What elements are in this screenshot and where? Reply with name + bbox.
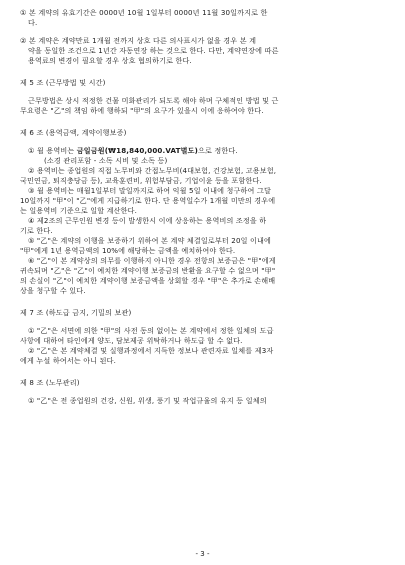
fee-amount: 금일금원(₩18,840,000.VAT별도) <box>76 146 198 155</box>
text-line: 는 일용역비 기준으로 일할 계산한다. <box>20 206 138 215</box>
text-line: ② "乙"은 본 계약체결 및 실행과정에서 지득한 정보나 관련자료 일체를 제3자 <box>28 346 274 355</box>
text-line: ① 본 계약의 유효기간은 0000년 10월 1일부터 0000년 11월 30일까지로 한 <box>20 8 268 17</box>
section-heading-5: 제 5 조 (근무방법 및 시간) <box>20 78 106 87</box>
text-line: ③ 월 용역비는 매월1일부터 말일까지로 하여 익월 5일 이내에 청구하여 그달 <box>28 186 271 195</box>
section-heading-6: 제 6 조 (용역금액, 계약이행보증) <box>20 128 127 137</box>
text-line: 10일까지 "甲"이 "乙"에게 지급하기로 한다. 단 용역일수가 1개월 미만의 경우에 <box>20 196 276 205</box>
text-line: 귀속되며 "乙"은 "乙"이 예치한 계약이행 보증금의 반환을 요구할 수 없으며 "甲" <box>20 266 276 275</box>
text-line: 용역료의 변경이 필요할 경우 상호 협의하기로 한다. <box>28 56 192 65</box>
text-fragment: ① 월 용역비는 <box>28 146 77 155</box>
text-line: ② 용역비는 종업원의 직접 노무비와 간접노무비(4대보험, 건강보험, 고용보험, <box>28 166 277 175</box>
text-line: 약을 동일한 조건으로 1년간 자동연장 하는 것으로 한다. 다만, 계약연장에 따른 <box>28 46 279 55</box>
text-line: 무요령은 "乙"의 책임 하에 행하되 "甲"의 요구가 있을시 이에 응하여야 한다. <box>20 106 264 115</box>
text-line: ② 본 계약은 계약만료 1개월 전까지 상호 다른 의사표시가 없을 경우 본 계 <box>20 36 257 45</box>
monthly-fee-line <box>20 146 391 156</box>
text-line: 사항에 대하여 타인에게 양도, 담보제공 위탁하거나 하도급 할 수 없다. <box>20 336 243 345</box>
text-line: "甲"에게 1년 용역금액의 10%에 해당하는 금액을 예치하여야 한다. <box>20 246 236 255</box>
text-line: 의 손실이 "乙"이 예치한 계약이행 보증금액을 상회할 경우 "甲"은 추가로 손해배 <box>20 276 276 285</box>
section-heading-8: 제 8 조 (노무관리) <box>20 378 80 387</box>
text-line: 근무방법은 상시 적정한 건물 미화관리가 되도록 해야 하며 구체적인 방법 및 근 <box>28 96 279 105</box>
text-line: ⑤ "乙"은 계약의 이행을 보증하기 위하여 본 계약 체결일로부터 20일 이내에 <box>28 236 272 245</box>
text-line: 상을 청구할 수 있다. <box>20 286 86 295</box>
text-line: 에게 누설 하여서는 아니 된다. <box>20 356 117 365</box>
text-line: 다. <box>28 18 38 27</box>
text-line: ④ 제2조의 근무인원 변경 등이 발생한시 이에 상응하는 용역비의 조정을 하 <box>28 216 267 225</box>
text-line: ⑥ "乙"이 본 계약상의 의무를 이행하지 아니한 경우 전항의 보증금은 "甲"에게 <box>28 256 276 265</box>
text-line: (소경 관리포함 - 소독 시비 및 소독 등) <box>44 156 168 165</box>
text-fragment: 으로 정한다. <box>197 146 238 155</box>
text-line: 국민연금, 퇴직충당금 등), 교육훈련비, 위험부담금, 기업이윤 등을 포함한다. <box>20 176 262 185</box>
text-line: ① "乙"은 전 종업원의 건강, 신원, 위생, 풍기 및 작업규율의 유지 등 일체의 <box>28 396 267 405</box>
section-heading-7: 제 7 조 (하도급 금지, 기밀의 보관) <box>20 308 132 317</box>
page-number: - 3 - <box>195 550 210 558</box>
text-line: 기로 한다. <box>20 226 53 235</box>
text-line: ① "乙"은 서면에 의한 "甲"의 사전 동의 없이는 본 계약에서 정한 일체의 도급 <box>28 326 274 335</box>
